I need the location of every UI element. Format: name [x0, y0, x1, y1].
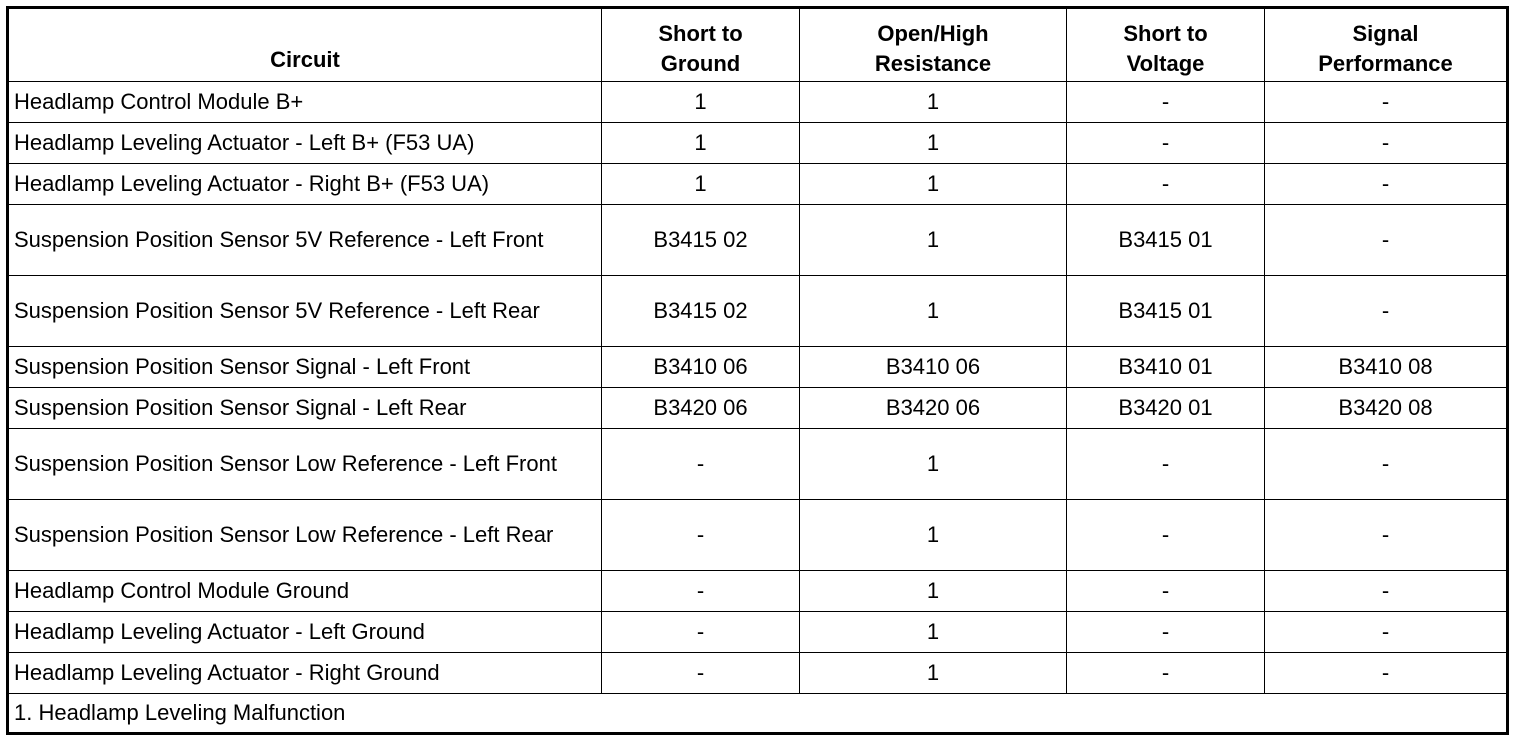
- short-to-voltage-cell: -: [1067, 653, 1265, 694]
- table-row: [8, 164, 1508, 205]
- short-to-voltage-cell: B3420 01: [1067, 388, 1265, 429]
- header-short-to-ground: Short to Ground: [602, 8, 800, 82]
- signal-performance-cell: -: [1265, 82, 1508, 123]
- open-high-resistance-cell: 1: [800, 205, 1067, 276]
- signal-performance-cell: -: [1265, 429, 1508, 500]
- table-row: [8, 276, 1508, 347]
- signal-performance-cell: -: [1265, 276, 1508, 347]
- circuit-cell: Suspension Position Sensor Low Reference - Left Rear: [8, 500, 602, 571]
- short-to-ground-cell: 1: [602, 82, 800, 123]
- short-to-ground-cell: -: [602, 571, 800, 612]
- circuit-cell: Headlamp Control Module B+: [8, 82, 602, 123]
- short-to-ground-cell: B3415 02: [602, 276, 800, 347]
- short-to-voltage-cell: -: [1067, 571, 1265, 612]
- circuit-cell: Headlamp Control Module Ground: [8, 571, 602, 612]
- footnote: 1. Headlamp Leveling Malfunction: [8, 694, 1508, 734]
- signal-performance-cell: -: [1265, 612, 1508, 653]
- signal-performance-cell: -: [1265, 123, 1508, 164]
- table-row: [8, 388, 1508, 429]
- signal-performance-cell: B3420 08: [1265, 388, 1508, 429]
- signal-performance-cell: -: [1265, 164, 1508, 205]
- table-row: [8, 82, 1508, 123]
- header-signal-performance: Signal Performance: [1265, 8, 1508, 82]
- signal-performance-cell: -: [1265, 500, 1508, 571]
- table-row: [8, 653, 1508, 694]
- open-high-resistance-cell: 1: [800, 276, 1067, 347]
- circuit-cell: Suspension Position Sensor Signal - Left Rear: [8, 388, 602, 429]
- open-high-resistance-cell: 1: [800, 612, 1067, 653]
- signal-performance-cell: -: [1265, 571, 1508, 612]
- circuit-cell: Headlamp Leveling Actuator - Left Ground: [8, 612, 602, 653]
- circuit-cell: Suspension Position Sensor 5V Reference - Left Rear: [8, 276, 602, 347]
- circuit-cell: Headlamp Leveling Actuator - Left B+ (F53 UA): [8, 123, 602, 164]
- signal-performance-cell: B3410 08: [1265, 347, 1508, 388]
- short-to-voltage-cell: -: [1067, 500, 1265, 571]
- table-row: [8, 612, 1508, 653]
- open-high-resistance-cell: 1: [800, 429, 1067, 500]
- circuit-cell: Headlamp Leveling Actuator - Right Ground: [8, 653, 602, 694]
- circuit-diagnostic-table: [6, 6, 1509, 735]
- open-high-resistance-cell: 1: [800, 82, 1067, 123]
- circuit-cell: Suspension Position Sensor 5V Reference - Left Front: [8, 205, 602, 276]
- table-row: [8, 500, 1508, 571]
- table-row: [8, 205, 1508, 276]
- short-to-ground-cell: 1: [602, 123, 800, 164]
- header-short-to-voltage: Short to Voltage: [1067, 8, 1265, 82]
- circuit-cell: Suspension Position Sensor Signal - Left Front: [8, 347, 602, 388]
- short-to-voltage-cell: B3410 01: [1067, 347, 1265, 388]
- table-row: [8, 347, 1508, 388]
- short-to-ground-cell: 1: [602, 164, 800, 205]
- open-high-resistance-cell: 1: [800, 500, 1067, 571]
- short-to-voltage-cell: B3415 01: [1067, 205, 1265, 276]
- short-to-ground-cell: -: [602, 500, 800, 571]
- short-to-voltage-cell: B3415 01: [1067, 276, 1265, 347]
- short-to-ground-cell: -: [602, 653, 800, 694]
- signal-performance-cell: -: [1265, 653, 1508, 694]
- table-row: [8, 123, 1508, 164]
- open-high-resistance-cell: 1: [800, 653, 1067, 694]
- open-high-resistance-cell: 1: [800, 571, 1067, 612]
- short-to-ground-cell: B3410 06: [602, 347, 800, 388]
- header-open-high-resistance: Open/High Resistance: [800, 8, 1067, 82]
- table-row: [8, 571, 1508, 612]
- open-high-resistance-cell: B3410 06: [800, 347, 1067, 388]
- short-to-voltage-cell: -: [1067, 82, 1265, 123]
- short-to-ground-cell: B3420 06: [602, 388, 800, 429]
- header-circuit: Circuit: [8, 8, 602, 82]
- signal-performance-cell: -: [1265, 205, 1508, 276]
- footnote-row: [8, 694, 1508, 734]
- circuit-cell: Suspension Position Sensor Low Reference - Left Front: [8, 429, 602, 500]
- table-row: [8, 429, 1508, 500]
- short-to-ground-cell: -: [602, 429, 800, 500]
- circuit-cell: Headlamp Leveling Actuator - Right B+ (F53 UA): [8, 164, 602, 205]
- short-to-voltage-cell: -: [1067, 429, 1265, 500]
- open-high-resistance-cell: 1: [800, 123, 1067, 164]
- short-to-voltage-cell: -: [1067, 612, 1265, 653]
- short-to-ground-cell: B3415 02: [602, 205, 800, 276]
- header-row: [8, 8, 1508, 82]
- open-high-resistance-cell: B3420 06: [800, 388, 1067, 429]
- short-to-ground-cell: -: [602, 612, 800, 653]
- short-to-voltage-cell: -: [1067, 164, 1265, 205]
- open-high-resistance-cell: 1: [800, 164, 1067, 205]
- short-to-voltage-cell: -: [1067, 123, 1265, 164]
